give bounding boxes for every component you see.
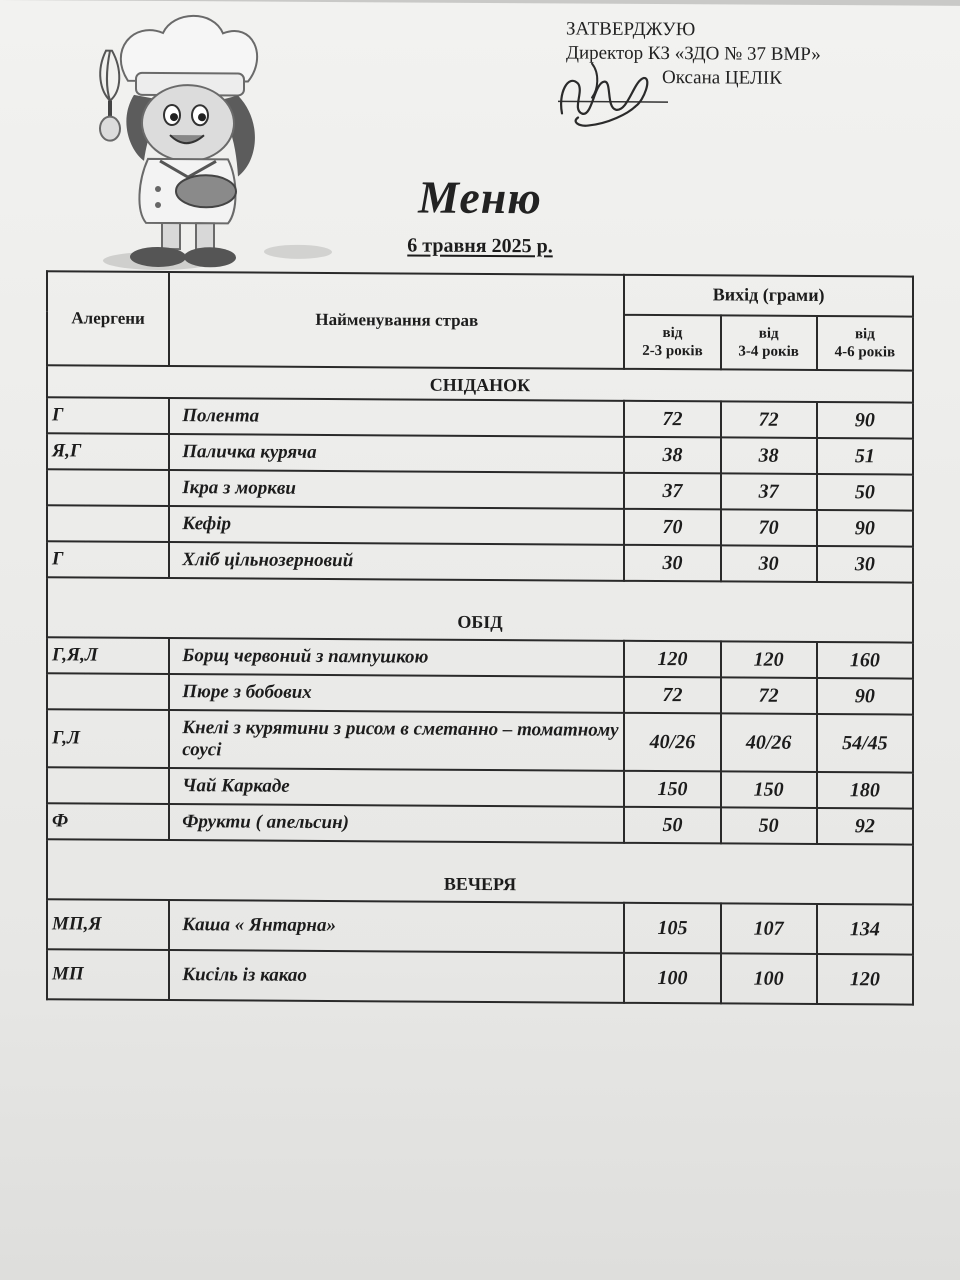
- portion-2-3-cell: 72: [624, 401, 720, 438]
- portion-4-6-cell: 90: [817, 510, 913, 547]
- allergens-cell: [47, 505, 169, 542]
- portion-2-3-cell: 30: [624, 545, 720, 582]
- header-allergens: Алергени: [47, 271, 169, 366]
- portion-3-4-cell: 107: [721, 903, 817, 954]
- allergens-cell: Г,Я,Л: [47, 637, 169, 674]
- portion-4-6-cell: 30: [817, 546, 913, 583]
- dish-cell: Паличка куряча: [169, 434, 624, 473]
- portion-2-3-cell: 38: [624, 437, 720, 474]
- section-title: ВЕЧЕРЯ: [47, 839, 913, 904]
- allergens-cell: [47, 469, 169, 506]
- approval-position: Директор КЗ «ЗДО № 37 ВМР»: [566, 42, 821, 66]
- portion-4-6-cell: 120: [817, 954, 913, 1005]
- table-row: [47, 541, 913, 582]
- allergens-cell: Г,Л: [47, 709, 169, 768]
- dish-cell: Хліб цільнозерновий: [169, 542, 624, 581]
- section-title: ОБІД: [47, 577, 913, 642]
- table-row: [47, 505, 913, 546]
- portion-2-3-cell: 150: [624, 771, 720, 808]
- dish-cell: Кефір: [169, 506, 624, 545]
- dish-cell: Кнелі з курятини з рисом в сметанно – томатному соусі: [169, 710, 624, 771]
- portion-3-4-cell: 120: [721, 641, 817, 678]
- portion-3-4-cell: 38: [721, 437, 817, 474]
- portion-3-4-cell: 70: [721, 509, 817, 546]
- allergens-cell: Г: [47, 397, 169, 434]
- dish-cell: Пюре з бобових: [169, 674, 624, 713]
- portion-4-6-cell: 54/45: [817, 714, 913, 773]
- menu-table-body: [47, 365, 913, 1004]
- portion-3-4-cell: 40/26: [721, 713, 817, 772]
- portion-4-6-cell: 134: [817, 904, 913, 955]
- header-age-3-4-line1: від: [758, 325, 779, 342]
- portion-2-3-cell: 100: [624, 953, 720, 1004]
- approval-title: ЗАТВЕРДЖУЮ: [566, 18, 696, 41]
- dish-cell: Фрукти ( апельсин): [169, 804, 624, 843]
- table-row: [47, 803, 913, 844]
- portion-2-3-cell: 37: [624, 473, 720, 510]
- portion-4-6-cell: 90: [817, 678, 913, 715]
- page-title: Меню: [418, 171, 542, 224]
- header-age-2-3-line1: від: [662, 324, 683, 342]
- header-output: Вихід (грами): [624, 275, 913, 316]
- portion-4-6-cell: 160: [817, 642, 913, 679]
- header-dish-name: Найменування страв: [169, 272, 624, 369]
- portion-2-3-cell: 50: [624, 807, 720, 844]
- allergens-cell: Я,Г: [47, 433, 169, 470]
- portion-3-4-cell: 30: [721, 545, 817, 582]
- portion-4-6-cell: 92: [817, 808, 913, 845]
- header-age-3-4: [721, 315, 817, 370]
- allergens-cell: Г: [47, 541, 169, 578]
- dish-cell: Полента: [169, 398, 624, 437]
- menu-table: [46, 270, 914, 1005]
- dish-cell: Каша « Янтарна»: [169, 900, 624, 953]
- table-row: [47, 433, 913, 474]
- portion-4-6-cell: 50: [817, 474, 913, 511]
- section-breakfast: [47, 365, 913, 402]
- portion-3-4-cell: 100: [721, 953, 817, 1004]
- dish-cell: Кисіль із какао: [169, 950, 624, 1003]
- table-row: [47, 637, 913, 678]
- portion-3-4-cell: 150: [721, 771, 817, 808]
- allergens-cell: [47, 673, 169, 710]
- section-dinner: [47, 839, 913, 904]
- header-age-4-6: [817, 316, 913, 371]
- portion-4-6-cell: 51: [817, 438, 913, 475]
- portion-3-4-cell: 72: [721, 401, 817, 438]
- table-row: [47, 709, 913, 772]
- approval-signer-name: Оксана ЦЕЛІК: [662, 67, 782, 89]
- section-title: СНІДАНОК: [47, 365, 913, 402]
- allergens-cell: МП,Я: [47, 899, 169, 950]
- allergens-cell: Ф: [47, 803, 169, 840]
- menu-table-wrapper: [46, 270, 926, 1005]
- header-age-4-6-line2: 4-6 років: [834, 343, 896, 361]
- section-lunch: [47, 577, 913, 642]
- portion-2-3-cell: 105: [624, 903, 720, 954]
- allergens-cell: [47, 767, 169, 804]
- portion-2-3-cell: 72: [624, 677, 720, 714]
- allergens-cell: МП: [47, 949, 169, 1000]
- portion-4-6-cell: 180: [817, 772, 913, 809]
- table-row: [47, 673, 913, 714]
- menu-date-text: 6 травня 2025 р.: [407, 234, 553, 258]
- table-row: [47, 767, 913, 808]
- portion-2-3-cell: 120: [624, 641, 720, 678]
- dish-cell: Чай Каркаде: [169, 768, 624, 807]
- handwritten-signature: [548, 43, 678, 134]
- table-row: [47, 397, 913, 438]
- dish-cell: Ікра з моркви: [169, 470, 624, 509]
- portion-3-4-cell: 50: [721, 807, 817, 844]
- portion-3-4-cell: 37: [721, 473, 817, 510]
- table-row: [47, 949, 913, 1004]
- portion-2-3-cell: 70: [624, 509, 720, 546]
- portion-3-4-cell: 72: [721, 677, 817, 714]
- portion-2-3-cell: 40/26: [624, 713, 720, 772]
- portion-4-6-cell: 90: [817, 402, 913, 439]
- table-row: [47, 469, 913, 510]
- header-age-2-3-line2: 2-3 років: [642, 342, 703, 360]
- table-row: [47, 899, 913, 954]
- dish-cell: Борщ червоний з пампушкою: [169, 638, 624, 677]
- header-age-4-6-line1: від: [854, 326, 875, 343]
- header-age-3-4-line2: 3-4 років: [738, 343, 799, 360]
- header-age-2-3: [624, 315, 720, 370]
